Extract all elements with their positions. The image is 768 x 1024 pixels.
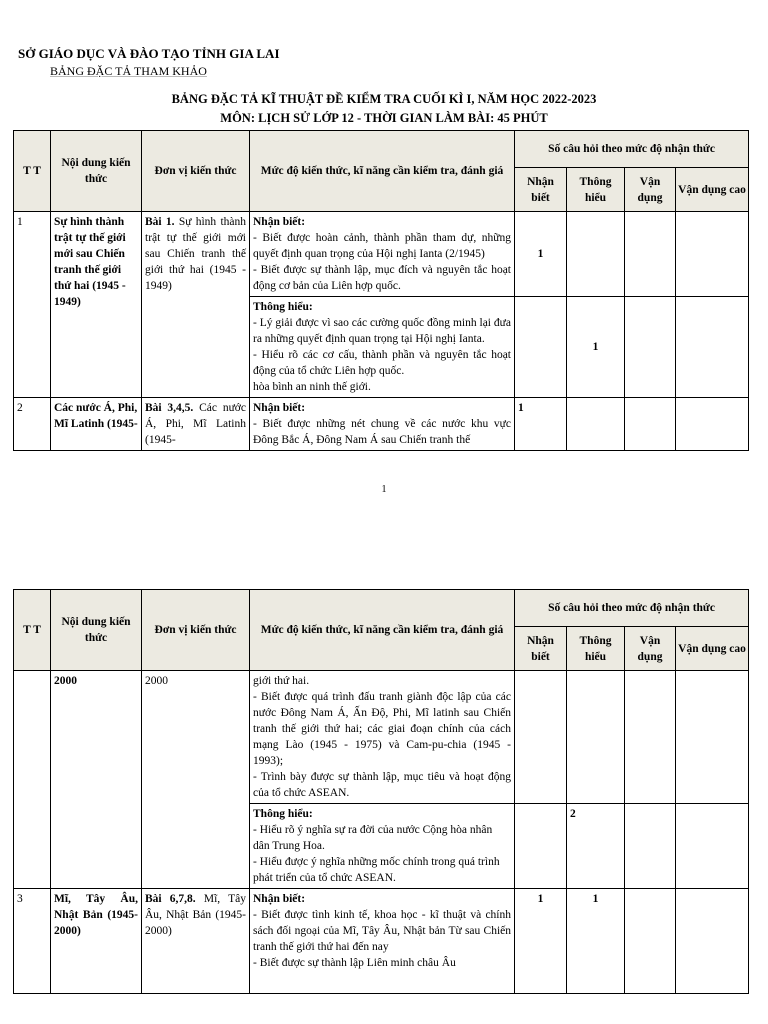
row-tt: 3 <box>14 889 51 994</box>
count-nhan-biet: 1 <box>515 212 567 297</box>
count-thong-hieu: 1 <box>567 297 625 398</box>
header-thong-hieu: Thông hiểu <box>567 168 625 212</box>
page-number: 1 <box>381 484 387 495</box>
header-tt: T T <box>14 131 51 212</box>
row-content: Sự hình thành trật tự thế giới mới sau Chiến tranh thế giới thứ hai (1945 - 1949) <box>51 212 142 398</box>
level-nhan-biet: giới thứ hai. - Biết được quá trình đấu tranh giành độc lập của các nước Đông Nam Á, Ấn Độ, Phi, Mĩ latinh sau Chiến tranh thế giới thứ hai; các giai đoạn chính của cách mạng Lào (1945 - 1975) và Cam-pu-chia (1945 - 1993); - Trình bày được sự thành lập, mục tiêu và hoạt động của tổ chức ASEAN. <box>250 671 515 804</box>
count-thong-hieu: 2 <box>567 804 625 889</box>
header-van-dung: Vận dụng <box>625 627 676 671</box>
header-nhan-biet: Nhận biết <box>515 168 567 212</box>
header-count-group: Số câu hỏi theo mức độ nhận thức <box>515 131 749 168</box>
header-van-dung-cao: Vận dụng cao <box>676 627 749 671</box>
row-unit: Bài 3,4,5. Các nước Á, Phi, Mĩ Latinh (1945- <box>142 398 250 451</box>
header-content: Nội dung kiến thức <box>51 131 142 212</box>
header-unit: Đơn vị kiến thức <box>142 590 250 671</box>
header-content: Nội dung kiến thức <box>51 590 142 671</box>
document-title: BẢNG ĐẶC TẢ KĨ THUẬT ĐỀ KIỂM TRA CUỐI KÌ I, NĂM HỌC 2022-2023 <box>171 92 597 106</box>
row-unit: 2000 <box>142 671 250 889</box>
table-row <box>14 671 749 804</box>
row-content: Mĩ, Tây Âu, Nhật Bản (1945-2000) <box>51 889 142 994</box>
header-van-dung: Vận dụng <box>625 168 676 212</box>
header-thong-hieu: Thông hiểu <box>567 627 625 671</box>
organization-header: SỞ GIÁO DỤC VÀ ĐÀO TẠO TỈNH GIA LAI <box>18 46 280 61</box>
header-unit: Đơn vị kiến thức <box>142 131 250 212</box>
header-level: Mức độ kiến thức, kĩ năng cần kiểm tra, đánh giá <box>250 131 515 212</box>
row-unit: Bài 6,7,8. Mĩ, Tây Âu, Nhật Bản (1945-2000) <box>142 889 250 994</box>
subject-title: MÔN: LỊCH SỬ LỚP 12 - THỜI GIAN LÀM BÀI: 45 PHÚT <box>220 111 548 125</box>
header-nhan-biet: Nhận biết <box>515 627 567 671</box>
row-tt: 1 <box>14 212 51 398</box>
count-thong-hieu: 1 <box>567 889 625 994</box>
header-count-group: Số câu hỏi theo mức độ nhận thức <box>515 590 749 627</box>
header-van-dung-cao: Vận dụng cao <box>676 168 749 212</box>
level-thong-hieu: Thông hiểu: - Lý giải được vì sao các cường quốc đồng minh lại đưa ra những quyết định quan trọng tại Hội nghị Ianta. - Hiểu rõ các cơ cấu, thành phần và nguyên tắc hoạt động của tổ chức Liên hợp quốc. hòa bình an ninh thế giới. <box>250 297 515 398</box>
header-tt: T T <box>14 590 51 671</box>
spec-table-page-2 <box>13 589 749 994</box>
table-row <box>14 889 749 994</box>
row-content: 2000 <box>51 671 142 889</box>
count-nhan-biet: 1 <box>515 398 567 451</box>
row-unit: Bài 1. Sự hình thành trật tự thế giới mới sau Chiến tranh thế giới thứ hai (1945 - 1949) <box>142 212 250 398</box>
level-nhan-biet: Nhận biết: - Biết được những nét chung về các nước khu vực Đông Bắc Á, Đông Nam Á sau Chiến tranh thế <box>250 398 515 451</box>
count-nhan-biet: 1 <box>515 889 567 994</box>
row-tt: 2 <box>14 398 51 451</box>
level-nhan-biet: Nhận biết: - Biết được tình kinh tế, khoa học - kĩ thuật và chính sách đối ngoại của Mĩ, Tây Âu, Nhật bản Từ sau Chiến tranh thế giới thứ hai đến nay - Biết được sự thành lập Liên minh châu Âu <box>250 889 515 994</box>
header-level: Mức độ kiến thức, kĩ năng cần kiểm tra, đánh giá <box>250 590 515 671</box>
reference-subtitle: BẢNG ĐẶC TẢ THAM KHẢO <box>50 64 207 78</box>
level-thong-hieu: Thông hiểu: - Hiểu rõ ý nghĩa sự ra đời của nước Cộng hòa nhân dân Trung Hoa. - Hiểu được ý nghĩa những mốc chính trong quá trình phát triển của tổ chức ASEAN. <box>250 804 515 889</box>
row-content: Các nước Á, Phi, Mĩ Latinh (1945- <box>51 398 142 451</box>
level-nhan-biet: Nhận biết: - Biết được hoàn cảnh, thành phần tham dự, những quyết định quan trọng của Hội nghị Ianta (2/1945) - Biết được sự thành lập, mục đích và nguyên tắc hoạt động cơ bản của Liên hợp quốc. <box>250 212 515 297</box>
